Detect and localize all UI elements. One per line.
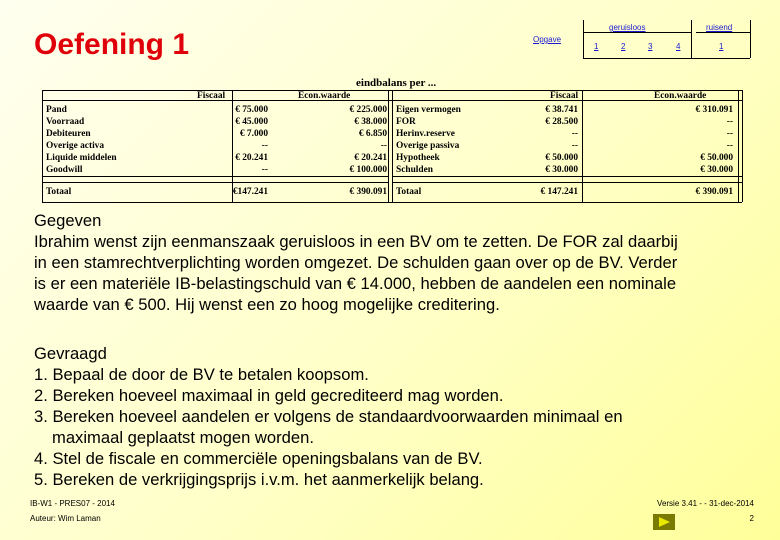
balance-title: eindbalans per ... [356,77,437,89]
gegeven-line: waarde van € 500. Hij wenst een zo hoog mogelijke creditering. [34,295,500,314]
gevraagd-item: 2. Bereken hoeveel maximaal in geld gecrediteerd mag worden. [34,386,504,405]
balance-row-value: € 30.000 [545,165,578,175]
nav-link-opgave[interactable]: Opgave [533,35,562,44]
table-border [388,90,389,202]
gevraagd-section [34,343,764,490]
balance-row-label: Voorraad [46,117,85,127]
nav-divider [750,20,751,58]
nav-link-2[interactable]: 2 [621,42,626,51]
balance-row-value: € 50.000 [700,153,733,163]
nav-divider [691,20,692,58]
balance-row-value: € 20.241 [354,153,387,163]
nav-link-3[interactable]: 3 [648,42,653,51]
footer-author: Auteur: Wim Laman [30,514,101,523]
balance-row-label: Overige passiva [396,141,460,151]
gevraagd-item: 5. Bereken de verkrijgingsprijs i.v.m. het aanmerkelijk belang. [34,470,484,489]
balance-row-value: -- [380,141,387,151]
page-title: Oefening 1 [34,28,190,61]
table-border [582,90,583,202]
balance-row-label: Goodwill [46,165,83,175]
balance-row-label: Hypotheek [396,153,440,163]
nav-divider [696,32,750,33]
balance-row-value: € 30.000 [700,165,733,175]
total-value: € 390.091 [349,187,387,197]
balance-row-value: € 100.000 [349,165,387,175]
table-border [392,176,742,177]
nav-header-geruisloos[interactable]: geruisloos [609,23,646,32]
balance-row-label: Overige activa [46,141,105,151]
next-slide-icon[interactable] [653,514,675,530]
nav-divider [583,20,584,58]
balance-table [42,90,742,202]
gevraagd-item: 3. Bereken hoeveel aandelen er volgens de standaardvoorwaarden minimaal en [34,407,623,426]
nav-divider [583,32,691,33]
gegeven-line: is er een materiële IB-belastingschuld van € 14.000, hebben de aandelen een nominale [34,274,677,293]
nav-link-ruisend-1[interactable]: 1 [719,42,724,51]
balance-row-value: -- [726,129,733,139]
balance-row-value: € 45.000 [235,117,268,127]
balance-row-label: FOR [396,117,416,127]
table-border [42,182,388,183]
balance-row-value: -- [571,141,578,151]
balance-row-label: Herinv.reserve [396,129,455,139]
total-value: € 147.241 [540,187,578,197]
table-border [42,202,742,203]
header-fiscaal: Fiscaal [550,91,579,101]
total-label: Totaal [46,187,72,197]
balance-row-value: -- [726,117,733,127]
header-econ-waarde: Econ.waarde [298,91,351,101]
balance-row-value: € 6.850 [358,129,387,139]
gevraagd-item-continued: maximaal geplaatst mogen worden. [52,428,314,447]
table-border [742,90,743,202]
table-border [392,182,742,183]
balance-row-value: -- [726,141,733,151]
gevraagd-item: 1. Bepaal de door de BV te betalen koopsom. [34,365,369,384]
footer-version: Versie 3.41 - - 31-dec-2014 [657,499,754,508]
balance-row-label: Liquide middelen [46,153,117,163]
table-border [42,176,388,177]
balance-row-label: Eigen vermogen [396,105,461,115]
nav-header-ruisend[interactable]: ruisend [706,23,733,32]
total-value: € 390.091 [695,187,733,197]
table-border [392,90,393,202]
balance-row-value: € 50.000 [545,153,578,163]
balance-row-value: € 38.000 [354,117,387,127]
balance-row-value: € 38.741 [545,105,578,115]
gegeven-section [34,210,764,315]
nav-link-4[interactable]: 4 [676,42,681,51]
table-border [42,90,43,202]
balance-row-value: € 7.000 [239,129,268,139]
gegeven-line: Ibrahim wenst zijn eenmanszaak geruisloos in een BV om te zetten. De FOR zal daarbij [34,232,678,251]
nav-link-1[interactable]: 1 [594,42,599,51]
total-value: €147.241 [232,187,268,197]
footer-course: IB-W1 - PRES07 - 2014 [30,499,115,508]
balance-row-value: € 28.500 [545,117,578,127]
page-number: 2 [749,514,754,523]
header-econ-waarde: Econ.waarde [654,91,707,101]
table-border [738,90,739,202]
balance-row-value: € 225.000 [349,105,387,115]
balance-row-label: Schulden [396,165,433,175]
balance-row-value: -- [571,129,578,139]
balance-row-value: -- [261,165,268,175]
table-border [232,90,233,202]
total-label: Totaal [396,187,422,197]
balance-row-label: Debiteuren [46,129,91,139]
balance-row-value: € 310.091 [695,105,733,115]
balance-row-label: Pand [46,105,67,115]
gegeven-heading: Gegeven [34,211,102,230]
balance-row-value: € 20.241 [235,153,268,163]
balance-row-value: -- [261,141,268,151]
nav-divider [583,58,750,59]
header-fiscaal: Fiscaal [197,91,226,101]
balance-row-value: € 75.000 [235,105,268,115]
gegeven-line: in een stamrechtverplichting worden omgezet. De schulden gaan over op de BV. Verder [34,253,678,272]
gevraagd-item: 4. Stel de fiscale en commerciële openingsbalans van de BV. [34,449,483,468]
gevraagd-heading: Gevraagd [34,344,107,363]
